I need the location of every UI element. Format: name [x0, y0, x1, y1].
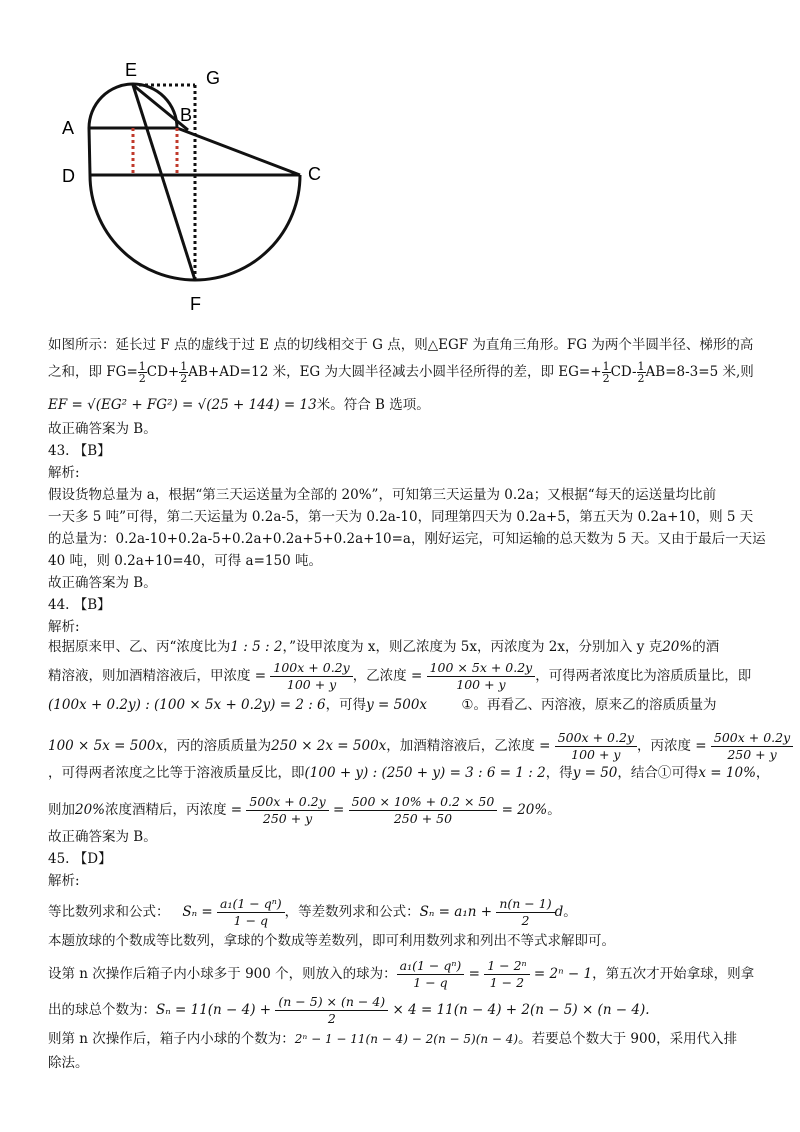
half-fraction: $\frac{1}{2}$ — [138, 360, 146, 385]
text: ①。再看乙、丙溶液，原来乙的溶质质量为 — [461, 697, 717, 713]
ratio: 1 : 5 : 2 — [230, 639, 283, 655]
result: = 20% — [501, 802, 548, 818]
text: 米。符合 B 选项。 — [316, 397, 430, 413]
q44-heading: 44. 【B】 — [48, 597, 111, 613]
equation: = — [468, 966, 480, 982]
q45-line1 — [48, 896, 577, 929]
percent: 20% — [662, 639, 693, 655]
label-c: C — [308, 164, 321, 184]
text: ，加酒精溶液后，乙浓度 — [386, 738, 535, 754]
ef-formula: EF = √(EG² + FG²) = √(25 + 144) = 13 — [48, 397, 317, 413]
text: 设第 n 次操作后箱子内小球多于 900 个，则放入的球为： — [48, 966, 397, 982]
p42-line2 — [48, 361, 754, 384]
q44-line1 — [48, 638, 719, 656]
equation: (100 + y) : (250 + y) = 3 : 6 = 1 : 2 — [304, 765, 546, 781]
p42-line3 — [48, 396, 430, 414]
q44-line3 — [48, 696, 717, 714]
equation: y = 500x — [366, 697, 428, 713]
text: 。 — [563, 904, 577, 920]
q45-line5 — [48, 1030, 737, 1048]
text: 精溶液，则加酒精溶液后，甲浓度 — [48, 668, 251, 684]
p42-answer: 故正确答案为 B。 — [48, 421, 157, 437]
equation: = 2ⁿ − 1 — [533, 966, 593, 982]
fraction: $\frac{n(n - 1)}{2}$ — [496, 896, 554, 929]
fraction: $\frac{500x + 0.2y}{250 + y}$ — [246, 794, 328, 827]
q45-line4 — [48, 994, 650, 1027]
text: ，丙浓度 — [636, 738, 691, 754]
label-a: A — [62, 118, 75, 138]
text: ，可得两者浓度之比等于溶液质量反比，即 — [48, 765, 305, 781]
text: 的酒 — [692, 639, 720, 655]
half-fraction: $\frac{1}{2}$ — [602, 360, 610, 385]
q45-heading: 45. 【D】 — [48, 851, 112, 867]
equation: y = 50 — [572, 765, 618, 781]
text: 等比数列求和公式： — [48, 904, 170, 920]
text: 。 — [547, 802, 561, 818]
text: ，结合①可得 — [617, 765, 699, 781]
geometry-figure — [0, 0, 800, 320]
q45-jiexi: 解析: — [48, 873, 80, 889]
text: 出的球总个数为： — [48, 1002, 156, 1018]
equation: d — [554, 904, 564, 920]
text: ，等差数列求和公式： — [284, 904, 420, 920]
half-fraction: $\frac{1}{2}$ — [637, 360, 645, 385]
text: 则第 n 次操作后，箱子内小球的个数为： — [48, 1031, 295, 1047]
equation: Sₙ = 11(n − 4) + — [156, 1002, 272, 1018]
fraction: $\frac{100 \times 5x + 0.2y}{100 + y}$ — [427, 660, 536, 693]
text: 则加 — [48, 802, 75, 818]
equation: Sₙ = — [182, 904, 213, 920]
text: CD- — [610, 364, 637, 380]
percent: 20% — [75, 802, 106, 818]
q43-line4: 40 吨，则 0.2a+10=40，可得 a=150 吨。 — [48, 553, 322, 569]
q43-heading: 43. 【B】 — [48, 443, 111, 459]
text: CD+ — [146, 364, 180, 380]
p42-line1: 如图所示：延长过 F 点的虚线于过 E 点的切线相交于 G 点，则△EGF 为直角三角形。FG 为两个半圆半径、梯形的高 — [48, 337, 754, 353]
text: ， — [755, 765, 770, 781]
big-semicircle — [90, 175, 300, 280]
q43-line3: 的总量为：0.2a-10+0.2a-5+0.2a+0.2a+5+0.2a+10=a，刚好运完，可知运输的总天数为 5 天。又由于最后一天运 — [48, 531, 766, 547]
q43-jiexi: 解析: — [48, 465, 80, 481]
q44-line2: 精溶液，则加酒精溶液后，甲浓度 = $\frac{100x + 0.2y}{100 + y}$ ，乙浓度 = $\frac{100 \times 5x + 0.2y}{100 + y}$ ，可得两者浓度比为溶质质量比，即 — [48, 660, 752, 692]
fraction: $\frac{500x + 0.2y}{100 + y}$ — [555, 730, 637, 763]
fraction: $\frac{\text{1 − 2ⁿ}}{1 - 2}$ — [484, 958, 529, 991]
label-b: B — [180, 105, 193, 125]
text: ，乙浓度 — [352, 668, 407, 684]
equation: × 4 = 11(n − 4) + 2(n − 5) × (n − 4). — [392, 1002, 650, 1018]
text: 根据原来甲、乙、丙“浓度比为 — [48, 639, 231, 655]
equation: Sₙ = a₁n + — [419, 904, 493, 920]
text: AB+AD=12 米，EG 为大圆半径减去小圆半径所得的差，即 EG=+ — [188, 364, 602, 380]
q45-line6: 除法。 — [48, 1055, 89, 1071]
q43-answer: 故正确答案为 B。 — [48, 575, 157, 591]
small-semicircle — [89, 84, 177, 128]
text: ，”设甲浓度为 x，则乙浓度为 5x，丙浓度为 2x，分别加入 y 克 — [282, 639, 663, 655]
text: ，第五次才开始拿球，则拿 — [592, 966, 755, 982]
half-fraction: $\frac{1}{2}$ — [180, 360, 188, 385]
q43-line1: 假设货物总量为 a，根据“第三天运送量为全部的 20%”，可知第三天运量为 0.2a；又根据“每天的运送量均比前 — [48, 487, 717, 503]
q45-line3 — [48, 958, 754, 991]
label-f: F — [190, 294, 201, 314]
text: ，丙的溶质质量为 — [163, 738, 272, 754]
text: 之和，即 FG= — [48, 364, 138, 380]
segment-ad — [89, 128, 90, 175]
text: ，得 — [545, 765, 573, 781]
fraction: $\frac{500x + 0.2y}{250 + y}$ — [711, 730, 793, 763]
equation: 2ⁿ − 1 − 11(n − 4) − 2(n − 5)(n − 4) — [294, 1032, 519, 1046]
q45-line2: 本题放球的个数成等比数列，拿球的个数成等差数列，即可利用数列求和列出不等式求解即可。 — [48, 933, 615, 949]
fraction: $\frac{500 \times 10\% + 0.2 \times 50}{250 + 50}$ — [349, 794, 498, 827]
q44-line5 — [48, 764, 769, 782]
fraction: $\frac{\text{a₁(1 − qⁿ)}}{1 - q}$ — [397, 958, 465, 991]
text: 。若要总个数大于 900，采用代入排 — [518, 1031, 738, 1047]
q43-line2: 一天多 5 吨”可得，第二天运量为 0.2a-5，第一天为 0.2a-10，同理第四天为 0.2a+5，第五天为 0.2a+10，则 5 天 — [48, 509, 754, 525]
label-g: G — [206, 68, 221, 88]
q44-answer: 故正确答案为 B。 — [48, 829, 157, 845]
q44-line4: 100 × 5x = 500x，丙的溶质质量为250 × 2x = 500x，加酒精溶液后，乙浓度 = $\frac{500x + 0.2y}{100 + y}$ ，丙浓度 = $\frac{500x + 0.2y}{250 + y}$ — [48, 730, 793, 763]
q44-line6: 则加20%浓度酒精后，丙浓度 = $\frac{500x + 0.2y}{250 + y}$ = $\frac{500 \times 10\% + 0.2 \times 50}{250 + 50}$ = 20%。 — [48, 794, 561, 826]
q44-jiexi: 解析: — [48, 619, 80, 635]
fraction: $\frac{\text{a₁(1 − qⁿ)}}{1 - q}$ — [217, 896, 285, 929]
fraction: $\frac{100x + 0.2y}{100 + y}$ — [270, 660, 352, 693]
fraction: $\frac{(n - 5) \times (n - 4)}{2}$ — [275, 994, 388, 1027]
text: AB=8-3=5 米,则 — [645, 364, 754, 380]
equation: 250 × 2x = 500x — [271, 738, 387, 754]
equation: 100 × 5x = 500x — [48, 738, 164, 754]
label-d: D — [62, 166, 75, 186]
label-e: E — [125, 60, 138, 80]
text: ，可得两者浓度比为溶质质量比，即 — [535, 668, 752, 684]
text: ，可得 — [325, 697, 367, 713]
equation: (100x + 0.2y) : (100 × 5x + 0.2y) = 2 : 6 — [48, 697, 326, 713]
text: 浓度酒精后，丙浓度 — [105, 802, 227, 818]
equation: x = 10% — [698, 765, 756, 781]
